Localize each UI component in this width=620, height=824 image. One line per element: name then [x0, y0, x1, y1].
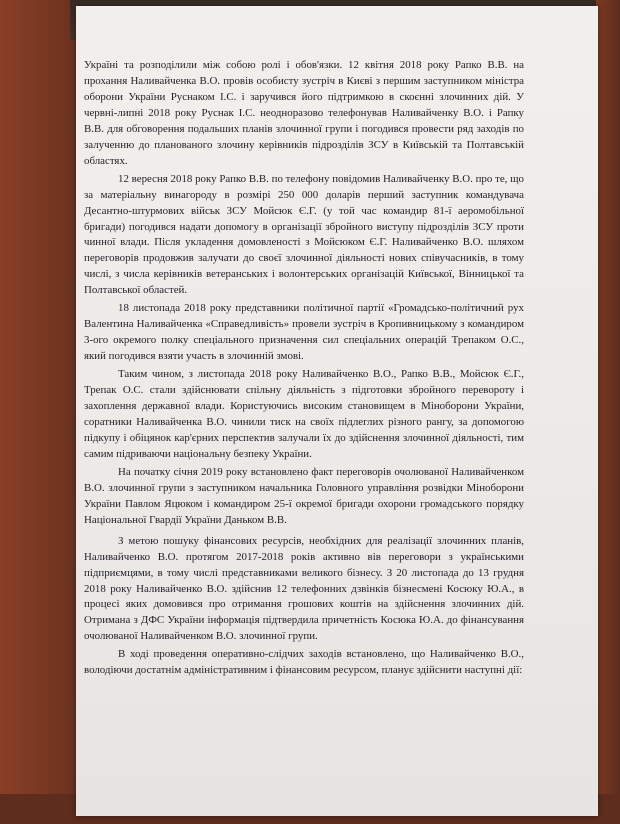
paragraph-7: В ході проведення оперативно-слідчих заходів встановлено, що Наливайченко В.О., володіючи достатнім адміністративним і фінансовим ресурсом, планує здійснити наступні дії:	[84, 648, 524, 677]
paragraph-4: Таким чином, з листопада 2018 року Наливайченко В.О., Рапко В.В., Мойсюк Є.Г., Трепак О.С. стали здійснювати спільну діяльність з підготовки збройного перевороту і захоплення державної влади. Користуючись високим становищем в Міноборони України, соратники Наливайченка В.О. чинили тиск на своїх підлеглих різного рангу, за допомогою підкупу і обіцянок кар'єрних перспектив залучали їх до здійснення злочинної діяльності, тим самим підриваючи національну безпеку України.	[84, 368, 524, 460]
background-desk-right	[596, 0, 620, 824]
paragraph-3: 18 листопада 2018 року представники політичної партії «Громадсько-політичний рух Валентина Наливайченка «Справедливість» провели зустріч в Кропивницькому з командиром 3-ого окремого полку спеціального призначення сил спеціальних операцій Трепаком О.С., який погодився взяти участь в злочинній змові.	[84, 302, 524, 363]
paragraph-5: На початку січня 2019 року встановлено факт переговорів очолюваної Наливайченком В.О. злочинної групи з заступником начальника Головного управління розвідки Міноборони України Павлом Яцюком і командиром 25-ї окремої бригади охорони громадського порядку Національної Гвардії України Даньком В.В.	[84, 465, 524, 526]
paragraph-6: З метою пошуку фінансових ресурсів, необхідних для реалізації злочинних планів, Наливайченко В.О. протягом 2017-2018 років активно вів переговори з українськими підприємцями, в тому числі представниками великого бізнесу. З 20 листопада до 13 грудня 2018 року Наливайченко В.О. здійснив 12 телефонних дзвінків бізнесмені Косюку Ю.А., в процесі яких домовився про отримання грошових коштів на здійснення злочинних дій. Отримана з ДФС України інформація підтвердила причетність Косюка Ю.А. до фінансування очолюваної Наливайченком В.О. злочинної групи.	[84, 534, 524, 643]
paragraph-2: 12 вересня 2018 року Рапко В.В. по телефону повідомив Наливайченку В.О. про те, що за матеріальну винагороду в розмірі 250 000 доларів перший заступник командувача Десантно-штурмових військ ЗСУ Мойсюк Є.Г. (у той час командир 81-ї аеромобільної бригади) погодився надати допомогу в організації збройного виступу підрозділів ЗСУ проти чинної влади. Після укладення домовленості з Мойсюком Є.Г. Наливайченко В.О. шляхом переговорів продовжив залучати до своєї злочинної діяльності нових співучасників, в тому числі, з числа керівників ветеранських і волонтерських організацій Київської, Вінницької та Полтавської областей.	[84, 172, 524, 297]
paragraph-1: Україні та розподілили між собою ролі і обов'язки. 12 квітня 2018 року Рапко В.В. на прохання Наливайченка В.О. провів особисту зустріч в Києві з першим заступником міністра оборони України Руснаком І.С. і заручився його підтримкою в скоєнні злочинних дій. У червні-липні 2018 року Руснак І.С. неодноразово телефонував Наливайченку В.О. і Рапку В.В. для обговорення подальших планів злочинної групи і погодився провести ряд заходів по залученню до планованого злочину керівників підрозділів ЗСУ в Київській та Полтавській областях.	[84, 59, 524, 167]
background-desk-left	[0, 0, 70, 824]
document-body	[84, 58, 524, 681]
